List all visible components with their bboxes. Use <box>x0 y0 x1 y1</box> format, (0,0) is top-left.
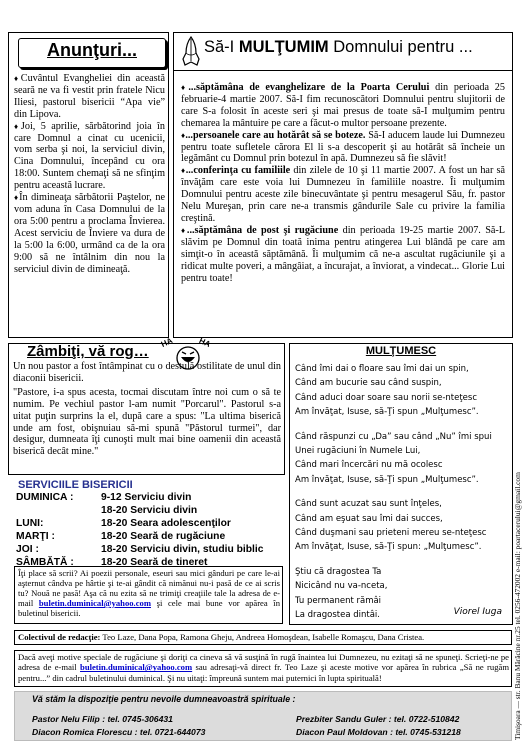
diamond-bullet-icon: ♦ <box>14 121 21 131</box>
sidebar-contact-text: Timişoara — str. Banu Mărăcine nr.25 tel. 0256-472002 e-mail: poartacerului@gmail.com <box>513 472 522 740</box>
diamond-bullet-icon: ♦ <box>181 130 186 140</box>
prayer-email-link[interactable]: buletin.duminical@yahoo.com <box>80 662 193 673</box>
service-row: MARŢI : 18-20 Seară de rugăciune <box>16 531 226 542</box>
poem-stanza: Când sunt acuzat sau sunt înţeles, Când am eşuat sau îmi dai succes, Când duşmani sau prieteni mereu se-nteţesc Am învăţat, Isuse, să-Ţi spun: „Mulţumesc”. <box>295 499 487 553</box>
smile-paragraph: "Pastore, i-a spus acesta, tocmai discutam între noi cum o să te numim. Pe vechiul pastor l-am numit "Porcarul". Pastorul s-a uitat puţin surprins la el, după care a spus: "La ultima biserică unde am fost, obişnuiau să-mi spună "Păstorul turmei", dar desigur, dumneata îţi cunoşti mult mai bine oamenii din această biserică decât mine." <box>13 386 281 458</box>
announcement-item: ♦În dimineaţa sărbătorii Paştelor, ne vom aduna în Casa Domnului de la ora 5:00 pentru a proclama Învierea. Acest serviciu de Înviere va dura de la 5:00 la 6:00, urmând ca de la ora 9:00 să ne întâlnim din nou la serviciul divin de dimineaţă. <box>14 192 165 275</box>
announcements-title: Anunţuri... <box>47 40 137 60</box>
invite-email-link[interactable]: buletin.duminical@yahoo.com <box>38 598 151 608</box>
contacts-right <box>296 713 461 739</box>
announcement-item: ♦Joi, 5 aprilie, sărbătorind joia în care Domnul a cinat cu ucenicii, vom serba şi noi, la serviciul divin, Cina Domnului, începând cu ora 18:00. Suntem chemaţi să ne sfinţim pentru această lucrare. <box>14 120 165 192</box>
thanks-item: ♦...săptămâna de post şi rugăciune din perioada 19-25 martie 2007. Să-L slăvim pe Domnul din toată inima pentru atingerea Lui blândă pe care am simţit-o în această săptămână. Îi mulţumim că ne-a ascultat rugăciunile şi a ridicat multe poveri, a mângâiat, a încurajat, a înviorat, a vindecat... Glorie Lui pentru toate! <box>181 224 505 284</box>
smile-title: Zâmbiţi, vă rog… <box>27 343 149 360</box>
poem-body <box>295 362 509 623</box>
editorial-line: Colectivul de redacţie: Teo Laze, Dana Popa, Ramona Gheju, Andreea Homoşdean, Isabelle Romaşcu, Dana Cristea. <box>18 632 425 642</box>
diamond-bullet-icon: ♦ <box>181 83 189 92</box>
thanks-item: ♦...conferinţa cu familiile din zilele de 10 şi 11 martie 2007. A fost un har să învăţăm care este voia lui Dumnezeu în familiile noastre. Îi mulţumim Domnului pentru aceste zile binecuvântate şi pentru mesagerul Său, fr. pastor Nelu Mureşan, prin care ne-a transmis gândurile Sale cu privire la familia creştină. <box>181 165 505 224</box>
poem-author: Viorel Iuga <box>453 607 502 617</box>
poem-title: MULŢUMESC <box>365 345 437 357</box>
diamond-bullet-icon: ♦ <box>14 193 20 203</box>
smile-body <box>13 361 281 458</box>
thanks-header-underline <box>173 70 513 71</box>
announcements-body <box>14 73 165 275</box>
laugh-text-right: HA <box>197 335 212 350</box>
thanks-item: ♦...săptămâna de evanghelizare de la Poarta Cerului din perioada 25 februarie-4 martie 2007. Să-I fim recunoscători Domnului pentru slujitorii de care S-a folosit în aceste seri şi mai presus de toate să-I mulţumim pentru chemarea la mântuire pe care a făcut-o multor persoane prezente. <box>181 82 505 129</box>
thanks-item: ♦...persoanele care au hotărât să se boteze. Să-I aducem laude lui Dumnezeu pentru toate sufletele cărora El li s-a descoperit şi au hotărât să încheie un legământ cu Domnul prin botezul în apă. Dumnezeu să fie slăvit! <box>181 129 505 165</box>
contacts-left <box>32 713 205 739</box>
poem-stanza: Când îmi dai o floare sau îmi dai un spin, Când am bucurie sau când suspin, Când aduci doar soare sau norii se-nteţesc Am învăţat, Isuse, să-Ţi spun „Mulţumesc”. <box>295 364 479 418</box>
thanks-body <box>181 82 505 284</box>
contacts-title: Vă stăm la dispoziţie pentru nevoile dumneavoastră spirituale : <box>32 694 296 704</box>
diamond-bullet-icon: ♦ <box>181 225 187 235</box>
service-row: 18-20 Serviciu divin <box>101 505 198 516</box>
service-row: DUMINICA : 9-12 Serviciu divin <box>16 492 192 503</box>
service-row: LUNI: 18-20 Seara adolescenţilor <box>16 518 231 529</box>
diamond-bullet-icon: ♦ <box>181 166 186 176</box>
poem-stanza: Când răspunzi cu „Da” sau când „Nu” îmi spui Unei rugăciuni în Numele Lui, Când mari încercări nu mă ocolesc Am învăţat, Isuse, să-Ţi spun „Mulţumesc”. <box>295 431 492 485</box>
prayer-text: Dacă aveţi motive speciale de rugăciune şi doriţi ca cineva să vă susţină în rugă înaintea lui Dumnezeu, nu ezitaţi să ne spuneţi. Scrieţi-ne pe adresa de e-mail buletin.duminical@yahoo.com sau adresaţi-vă direct fr. Teo Laze şi aceste motive vor apărea în rubrica „Să ne rugăm pentru...” din cadrul buletinului duminical. Şi nu uitaţi: împreună suntem mai puternici în lupta spirituală! <box>18 652 510 683</box>
announcement-item: ♦Cuvântul Evangheliei din această seară ne va fi vestit prin fratele Nicu Iliesi, pastorul bisericii “Apa vie” din Lipova. <box>14 73 165 120</box>
praying-hands-icon <box>180 35 202 67</box>
services-title: SERVICIILE BISERICII <box>18 479 133 491</box>
smile-paragraph: Un nou pastor a fost întâmpinat cu o destulă ostilitate de unul din diaconii bisericii. <box>13 361 281 384</box>
services-box <box>16 479 282 568</box>
contact-line: Diacon Romica Florescu : tel. 0721-644073 <box>32 727 206 737</box>
contact-line: Diacon Paul Moldovan : tel. 0745-531218 <box>296 727 461 737</box>
thanks-title: Să-I MULŢUMIM Domnului pentru ... <box>204 38 473 56</box>
poem-stanza: Ştiu că dragostea Ta Nicicând nu va-nceta, Tu permanent rămâi La dragostea dintâi. <box>295 566 388 621</box>
service-row: SÂMBĂTĂ : 18-20 Seară de tineret <box>16 557 208 568</box>
laugh-text-left: HA <box>159 335 174 350</box>
diamond-bullet-icon: ♦ <box>14 74 21 83</box>
service-row: JOI : 18-20 Serviciu divin, studiu biblic <box>16 544 264 555</box>
invite-text: Îţi place să scrii? Ai poezii personale, eseuri sau mici gânduri pe care le-ai aşternut cândva pe hârtie şi te-ai gândit că nimănui nu-i pasă de ce ai scris tu? Nouă ne pasă! Aşa că nu ezita să ne trimiţi creaţiile tale la adresa de e-mail buletin.duminical@yahoo.com şi cele mai bune vor apărea în buletinul bisericii. <box>18 568 280 618</box>
contact-line: Prezbiter Sandu Guler : tel. 0722-510842 <box>296 714 460 724</box>
contact-line: Pastor Nelu Filip : tel. 0745-306431 <box>32 714 173 724</box>
